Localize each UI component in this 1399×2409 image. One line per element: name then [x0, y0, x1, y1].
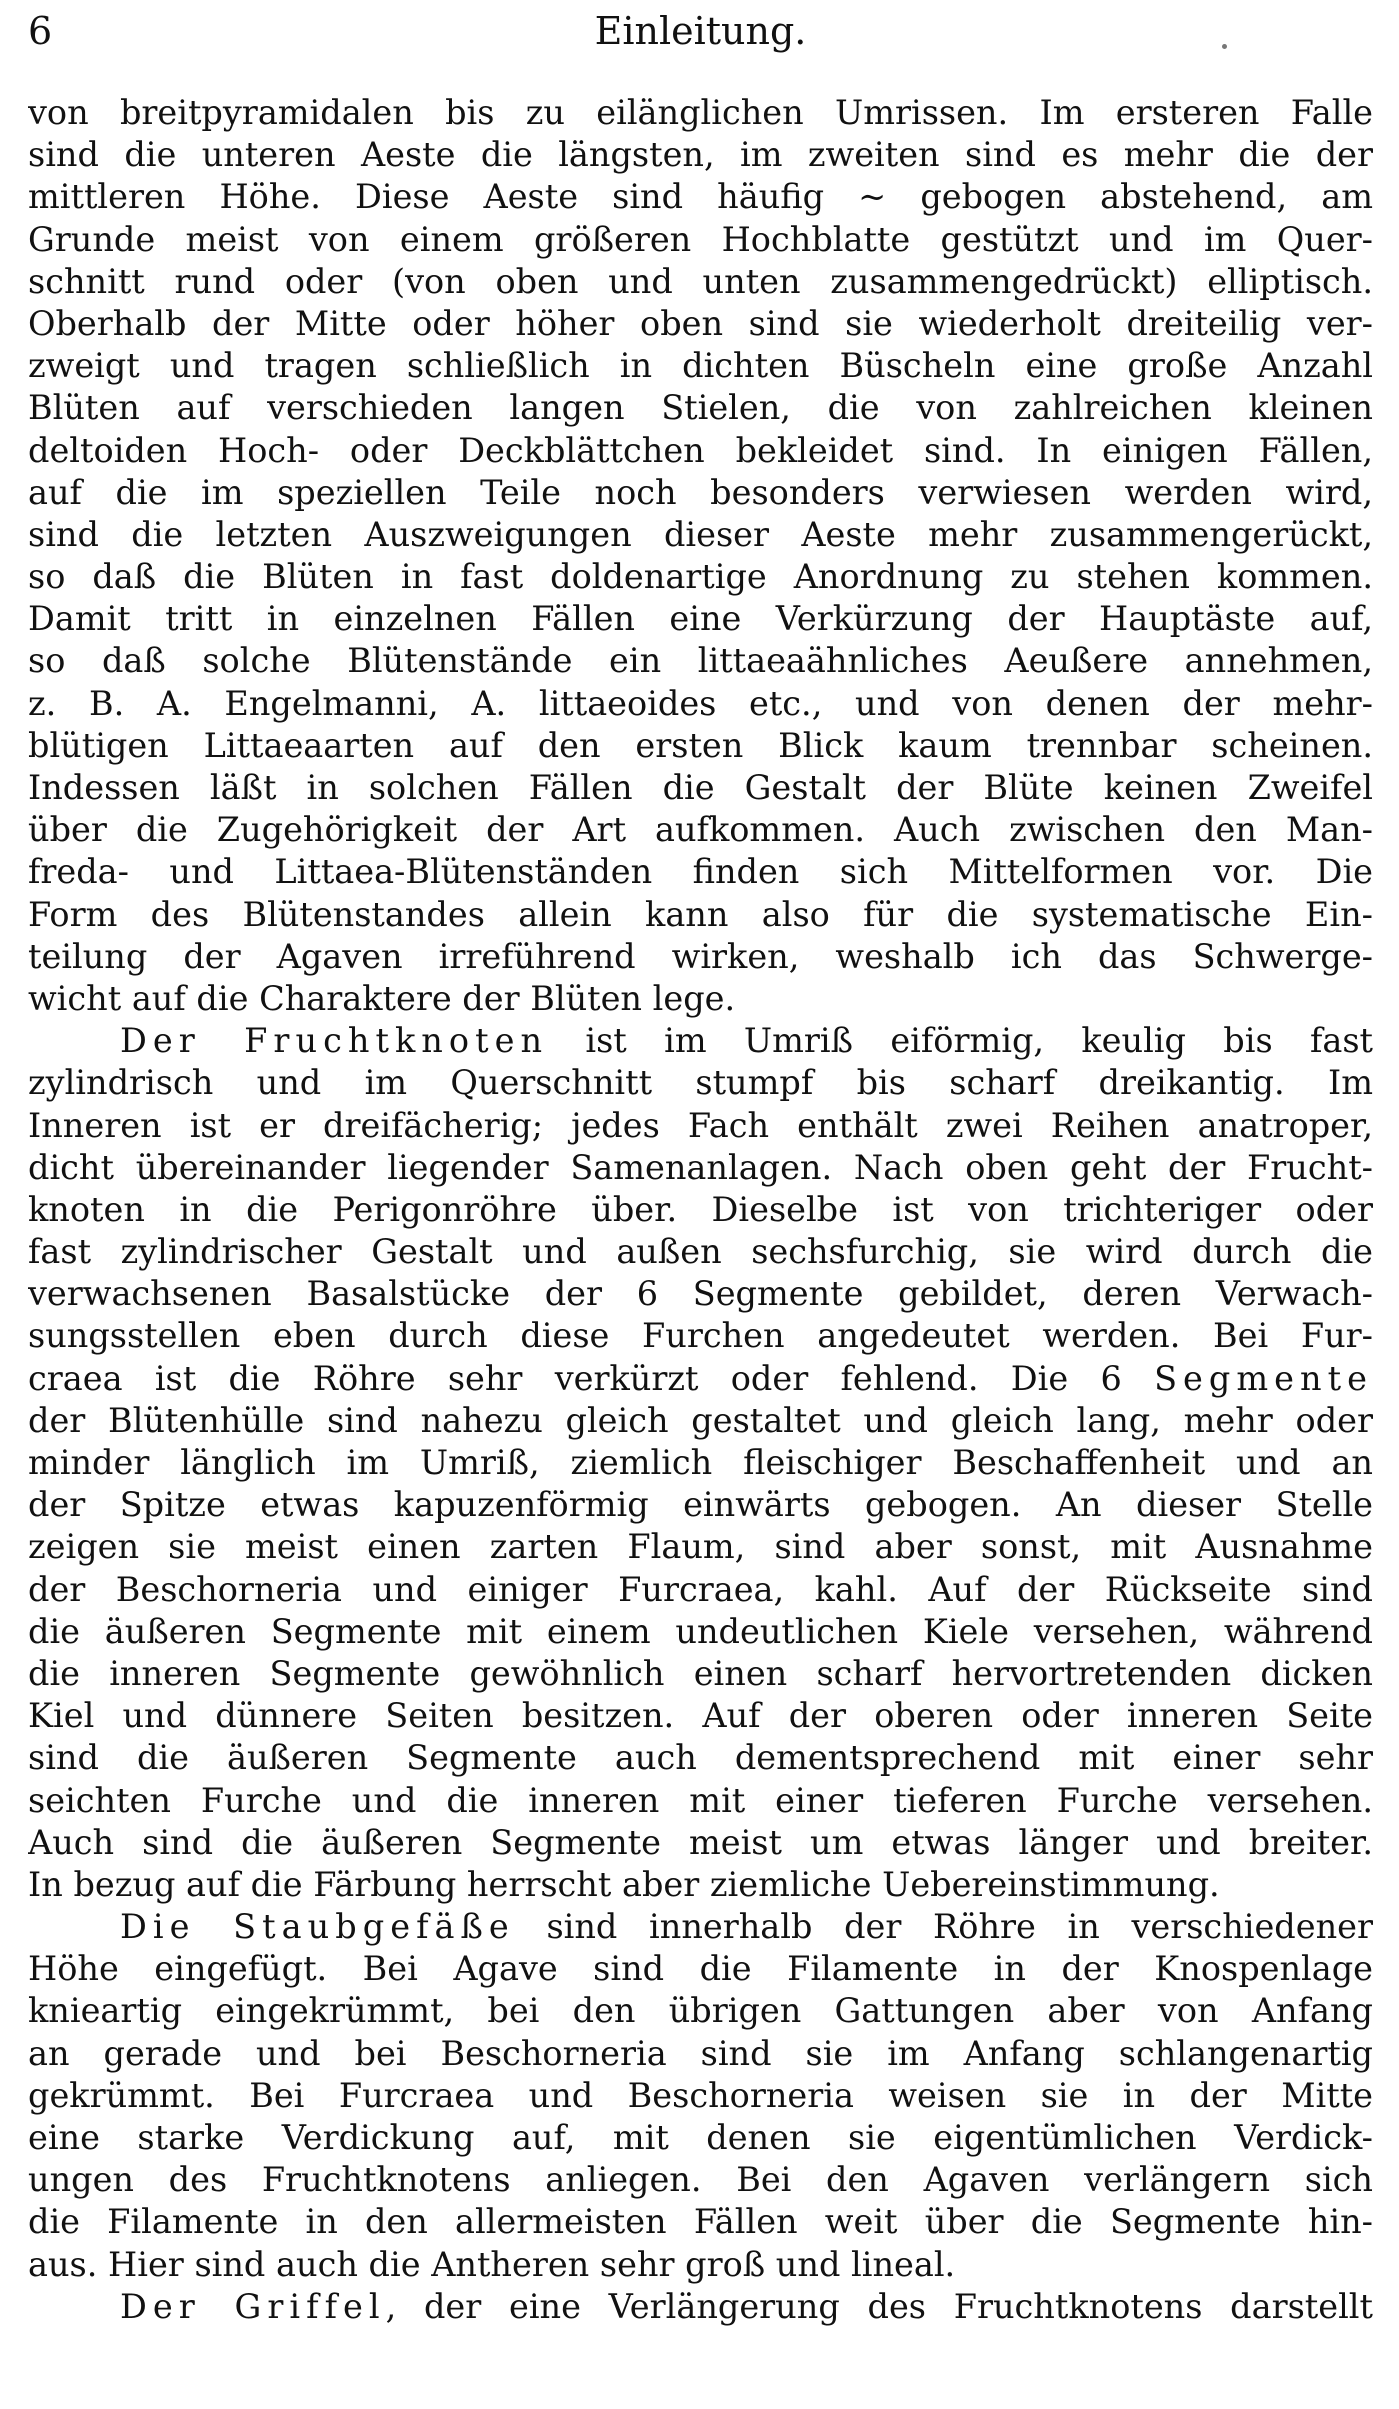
- text-line: knieartig eingekrümmt, bei den übrigen Gattungen aber von Anfang: [28, 1991, 1373, 2031]
- text-segment: , der eine Verlängerung des Fruchtknotens darstellt: [385, 2286, 1373, 2326]
- text-line: knoten in die Perigonröhre über. Dieselbe ist von trichteriger oder: [28, 1189, 1373, 1229]
- text-line: so daß die Blüten in fast doldenartige Anordnung zu stehen kommen.: [28, 557, 1373, 597]
- text-line: Grunde meist von einem größeren Hochblatte gestützt und im Quer-: [28, 219, 1373, 259]
- print-speck: [1222, 44, 1227, 49]
- page-number: 6: [28, 9, 53, 53]
- text-line: seichten Furche und die inneren mit einer tieferen Furche versehen.: [28, 1780, 1373, 1820]
- text-line: die Filamente in den allermeisten Fällen weit über die Segmente hin-: [28, 2202, 1373, 2242]
- text-line: ungen des Fruchtknotens anliegen. Bei den Agaven verlängern sich: [28, 2160, 1373, 2200]
- text-line: Blüten auf verschieden langen Stielen, die von zahlreichen kleinen: [28, 388, 1373, 428]
- text-line: der Spitze etwas kapuzenförmig einwärts gebogen. An dieser Stelle: [28, 1485, 1373, 1525]
- text-line: mittleren Höhe. Diese Aeste sind häufig ∼ gebogen abstehend, am: [28, 177, 1373, 217]
- spaced-term: Segmente: [1154, 1358, 1373, 1398]
- text-segment: sind innerhalb der Röhre in verschiedener: [546, 1907, 1373, 1947]
- text-line: Inneren ist er dreifächerig; jedes Fach enthält zwei Reihen anatroper,: [28, 1105, 1373, 1145]
- text-line: eine starke Verdickung auf, mit denen sie eigentümlichen Verdick-: [28, 2118, 1373, 2157]
- text-line: freda- und Littaea-Blütenständen finden sich Mittelformen vor. Die: [28, 852, 1373, 892]
- running-head: Einleitung.: [594, 9, 807, 53]
- text-line: minder länglich im Umriß, ziemlich fleischiger Beschaffenheit und an: [28, 1443, 1373, 1482]
- text-line: zeigen sie meist einen zarten Flaum, sind aber sonst, mit Ausnahme: [28, 1527, 1373, 1567]
- text-line: z. B. A. Engelmanni, A. littaeoides etc., und von denen der mehr-: [28, 683, 1373, 723]
- text-line: deltoiden Hoch- oder Deckblättchen bekleidet sind. In einigen Fällen,: [28, 430, 1373, 470]
- text-line: sungsstellen eben durch diese Furchen angedeutet werden. Bei Fur-: [28, 1316, 1373, 1356]
- text-line: aus. Hier sind auch die Antheren sehr groß und lineal.: [28, 2244, 956, 2284]
- text-line: Damit tritt in einzelnen Fällen eine Verkürzung der Hauptäste auf,: [28, 599, 1373, 639]
- page: [28, 0, 1373, 2409]
- text-line: Form des Blütenstandes allein kann also für die systematische Ein-: [28, 894, 1373, 934]
- spaced-term: Der Griffel: [120, 2286, 386, 2326]
- text-line: die äußeren Segmente mit einem undeutlichen Kiele versehen, während: [28, 1611, 1373, 1651]
- text-line: verwachsenen Basalstücke der 6 Segmente gebildet, deren Verwach-: [28, 1274, 1373, 1314]
- text-line: so daß solche Blütenstände ein littaeaähnliches Aeußere annehmen,: [28, 641, 1373, 681]
- text-line: Auch sind die äußeren Segmente meist um etwas länger und breiter.: [28, 1822, 1373, 1862]
- text-line: [28, 2286, 1373, 2328]
- spaced-term: Die Staubgefäße: [120, 1907, 515, 1947]
- text-line: fast zylindrischer Gestalt und außen sechsfurchig, sie wird durch die: [28, 1232, 1373, 1272]
- text-line: blütigen Littaeaarten auf den ersten Blick kaum trennbar scheinen.: [28, 725, 1373, 765]
- text-line: über die Zugehörigkeit der Art aufkommen. Auch zwischen den Man-: [28, 810, 1373, 850]
- text-line: teilung der Agaven irreführend wirken, weshalb ich das Schwerge-: [28, 936, 1373, 976]
- text-line: schnitt rund oder (von oben und unten zusammengedrückt) elliptisch.: [28, 261, 1373, 301]
- text-line: Höhe eingefügt. Bei Agave sind die Filamente in der Knospenlage: [28, 1949, 1373, 1989]
- text-line: sind die äußeren Segmente auch dementsprechend mit einer sehr: [28, 1738, 1373, 1778]
- text-line: auf die im speziellen Teile noch besonders verwiesen werden wird,: [28, 472, 1373, 512]
- text-line: zweigt und tragen schließlich in dichten Büscheln eine große Anzahl: [28, 346, 1373, 386]
- text-segment: ist im Umriß eiförmig, keulig bis fast: [585, 1021, 1373, 1061]
- text-line: der Beschorneria und einiger Furcraea, kahl. Auf der Rückseite sind: [28, 1569, 1373, 1609]
- text-line: zylindrisch und im Querschnitt stumpf bis scharf dreikantig. Im: [28, 1063, 1373, 1103]
- text-line: von breitpyramidalen bis zu eilänglichen Umrissen. Im ersteren Falle: [28, 93, 1373, 132]
- text-line: an gerade und bei Beschorneria sind sie im Anfang schlangenartig: [28, 2033, 1373, 2073]
- text-line: [28, 1358, 1373, 1400]
- text-line: wicht auf die Charaktere der Blüten lege.: [28, 978, 736, 1018]
- text-line: [28, 1906, 1373, 1948]
- text-line: In bezug auf die Färbung herrscht aber ziemliche Uebereinstimmung.: [28, 1864, 1220, 1904]
- page-header: [28, 0, 1373, 92]
- text-line: der Blütenhülle sind nahezu gleich gestaltet und gleich lang, mehr oder: [28, 1400, 1373, 1440]
- text-line: [28, 1020, 1373, 1062]
- text-line: sind die letzten Auszweigungen dieser Aeste mehr zusammengerückt,: [28, 514, 1373, 554]
- text-line: Kiel und dünnere Seiten besitzen. Auf der oberen oder inneren Seite: [28, 1696, 1373, 1736]
- spaced-term: Der Fruchtknoten: [120, 1021, 549, 1061]
- text-segment: craea ist die Röhre sehr verkürzt oder fehlend. Die 6: [28, 1358, 1122, 1398]
- body-text: [28, 92, 1373, 2328]
- text-line: dicht übereinander liegender Samenanlagen. Nach oben geht der Frucht-: [28, 1147, 1373, 1187]
- text-line: Indessen läßt in solchen Fällen die Gestalt der Blüte keinen Zweifel: [28, 768, 1373, 807]
- text-line: die inneren Segmente gewöhnlich einen scharf hervortretenden dicken: [28, 1653, 1373, 1693]
- text-line: gekrümmt. Bei Furcraea und Beschorneria weisen sie in der Mitte: [28, 2075, 1373, 2115]
- text-line: Oberhalb der Mitte oder höher oben sind sie wiederholt dreiteilig ver-: [28, 303, 1373, 343]
- text-line: sind die unteren Aeste die längsten, im zweiten sind es mehr die der: [28, 135, 1373, 175]
